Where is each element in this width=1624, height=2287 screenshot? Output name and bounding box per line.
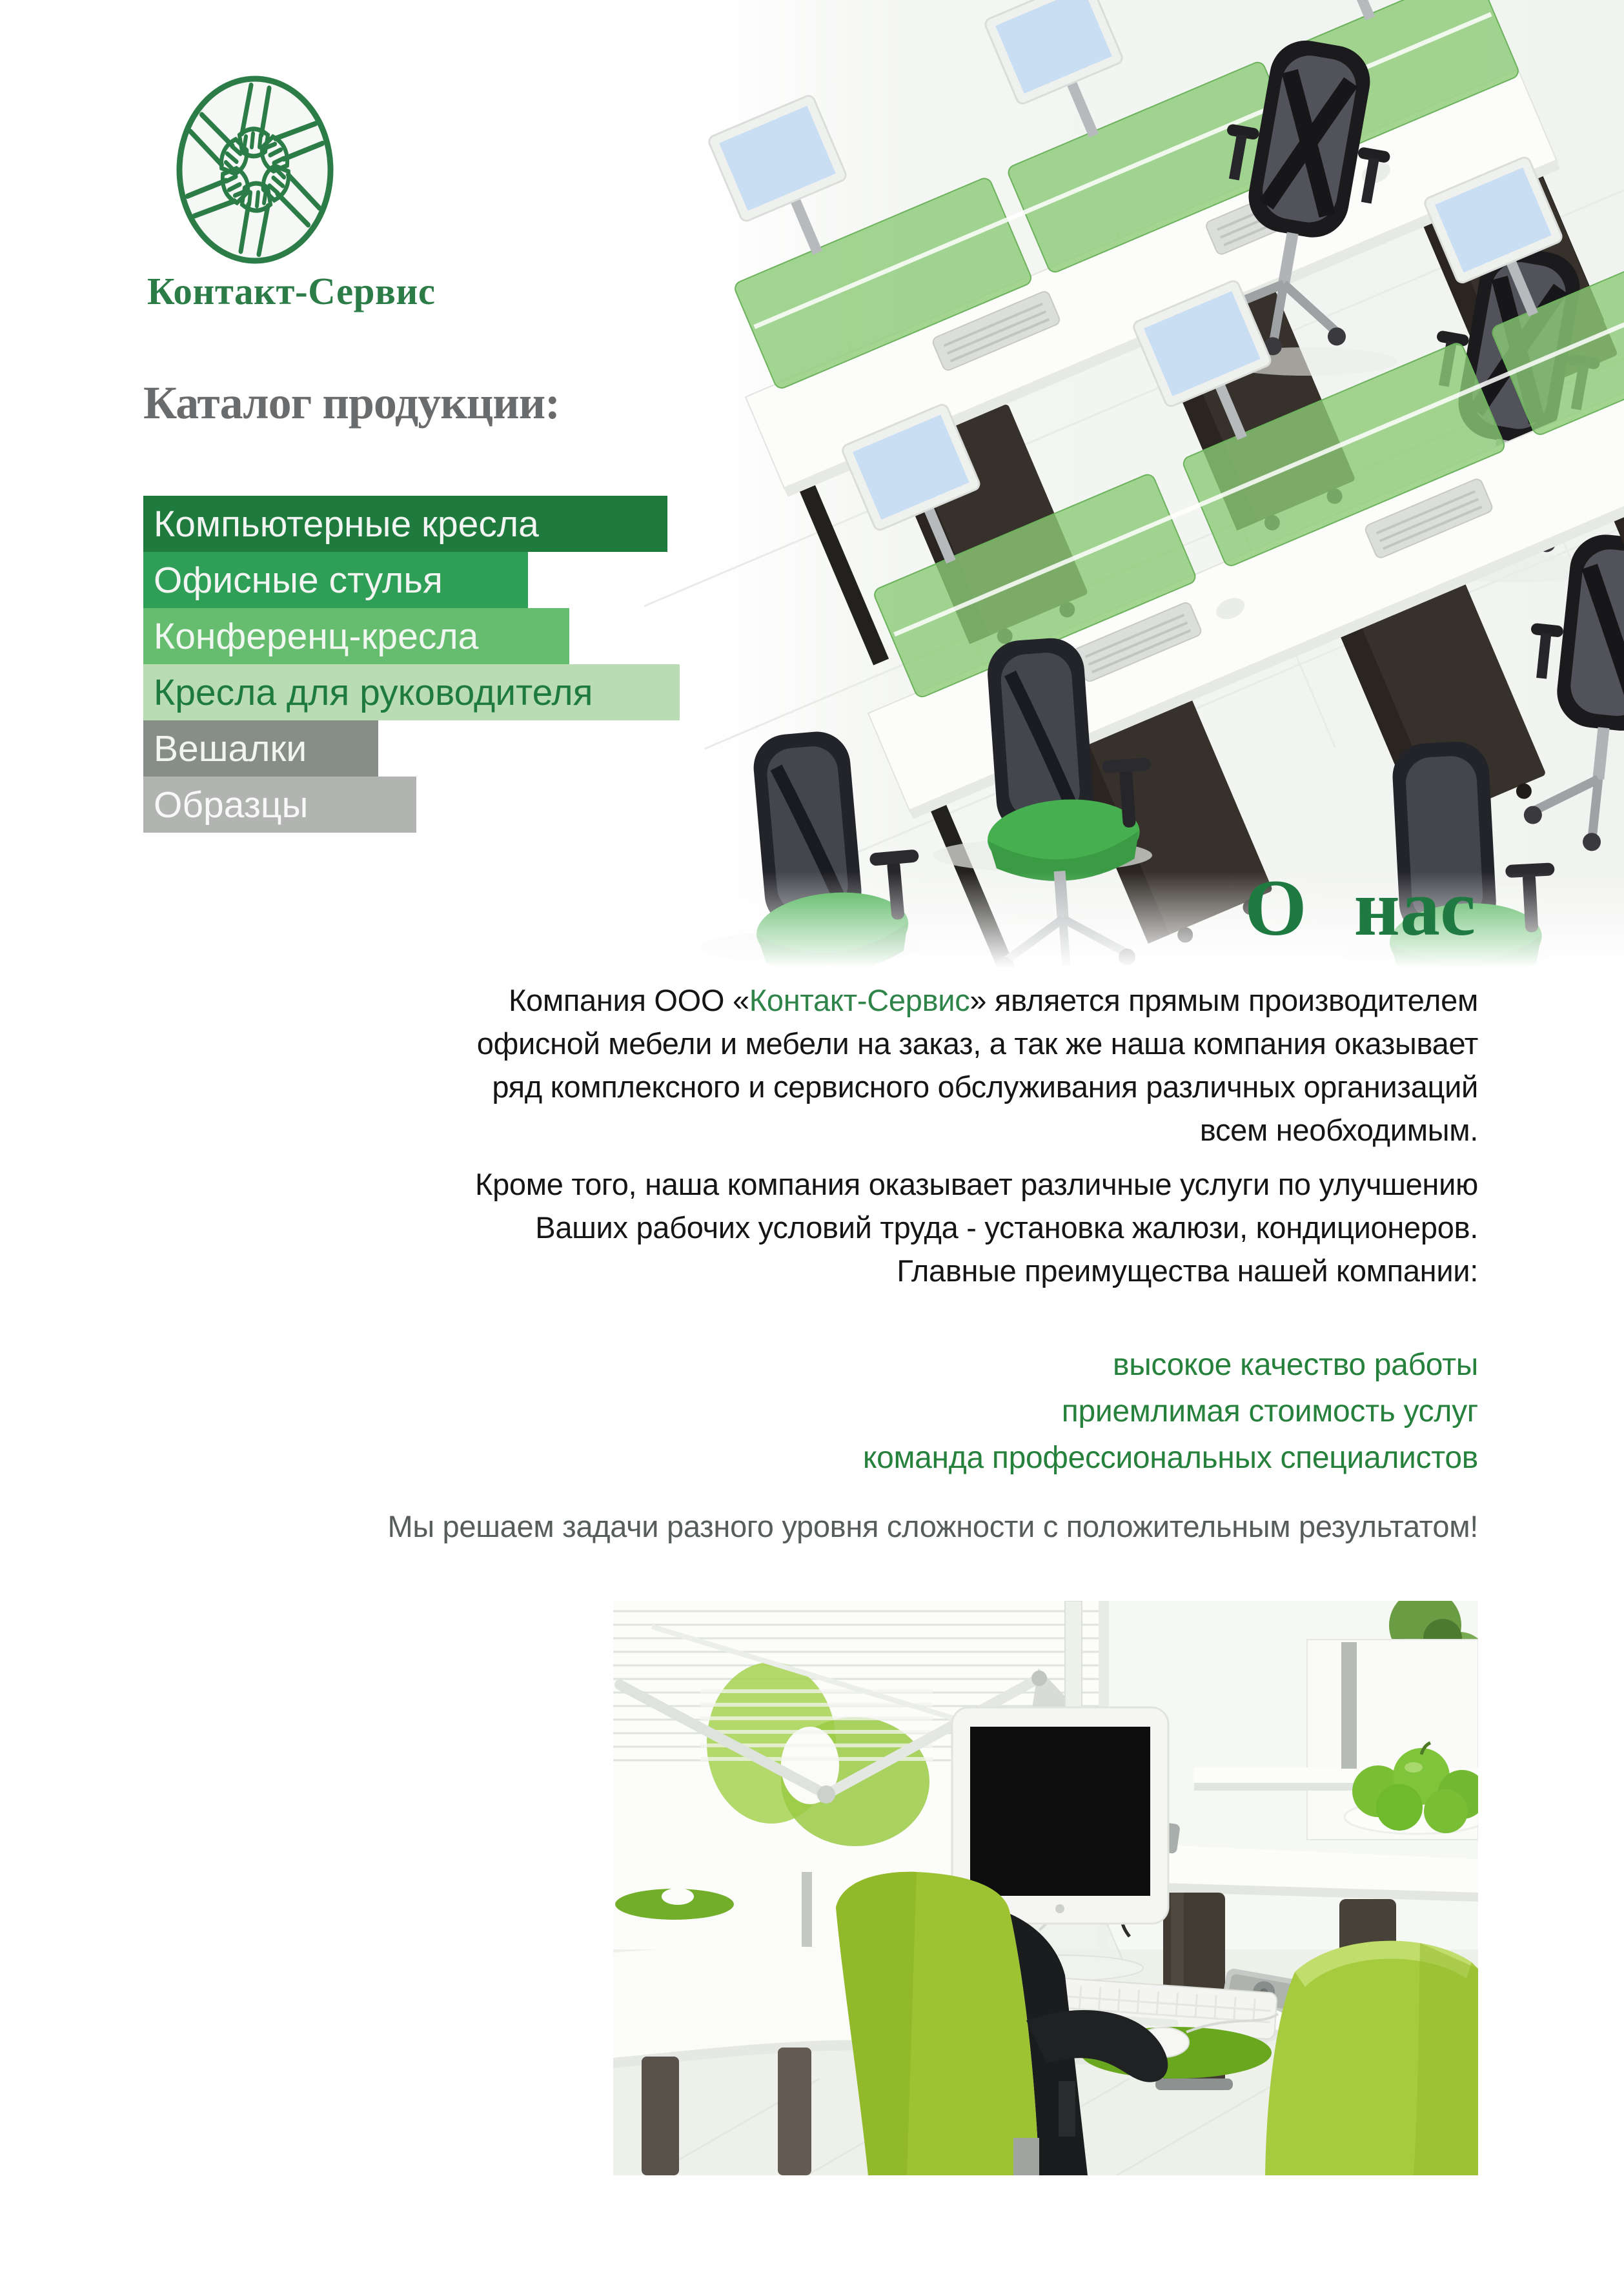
- about-paragraph-1: [477, 979, 1478, 1152]
- closing-line: Мы решаем задачи разного уровня сложности с положительным результатом!: [387, 1509, 1478, 1543]
- office-workstations-photo: [613, 0, 1624, 968]
- catalog-item-computer-chairs[interactable]: Компьютерные кресла: [143, 496, 667, 552]
- logo-title: Контакт-Сервис: [147, 270, 436, 312]
- about-paragraph-2: [475, 1163, 1478, 1292]
- office-interior-photo: [613, 1601, 1478, 2175]
- advantage-item: команда профессиональных специалистов: [862, 1441, 1478, 1475]
- catalog-item-conference-chairs[interactable]: Конференц-кресла: [143, 608, 569, 664]
- catalog-title: Каталог продукции:: [143, 377, 560, 429]
- about-text-line: Главные преимущества нашей компании:: [897, 1254, 1478, 1288]
- catalog-item-samples[interactable]: Образцы: [143, 777, 416, 833]
- hands-circle-logo-icon: [176, 75, 334, 265]
- about-text-line: Компания ООО «Контакт-Сервис» является прямым производителем: [508, 983, 1478, 1017]
- advantage-item: приемлимая стоимость услуг: [1061, 1394, 1478, 1428]
- catalog-item-coat-racks[interactable]: Вешалки: [143, 720, 378, 777]
- catalog-menu: [143, 496, 680, 833]
- brand-name-accent: Контакт-Сервис: [749, 983, 970, 1017]
- catalog-item-executive-chairs[interactable]: Кресла для руководителя: [143, 664, 680, 720]
- about-heading: О нас: [1244, 864, 1476, 952]
- about-text-line: ряд комплексного и сервисного обслуживания различных организаций: [492, 1070, 1478, 1104]
- advantage-item: высокое качество работы: [1113, 1348, 1478, 1382]
- about-text-line: офисной мебели и мебели на заказ, а так же наша компания оказывает: [476, 1026, 1478, 1061]
- advantages-list: [863, 1342, 1478, 1481]
- about-text-line: Ваших рабочих условий труда - установка жалюзи, кондиционеров.: [535, 1210, 1478, 1245]
- catalog-item-office-chairs[interactable]: Офисные стулья: [143, 552, 528, 608]
- about-text-line: Кроме того, наша компания оказывает различные услуги по улучшению: [475, 1167, 1478, 1201]
- about-text-line: всем необходимым.: [1199, 1113, 1478, 1147]
